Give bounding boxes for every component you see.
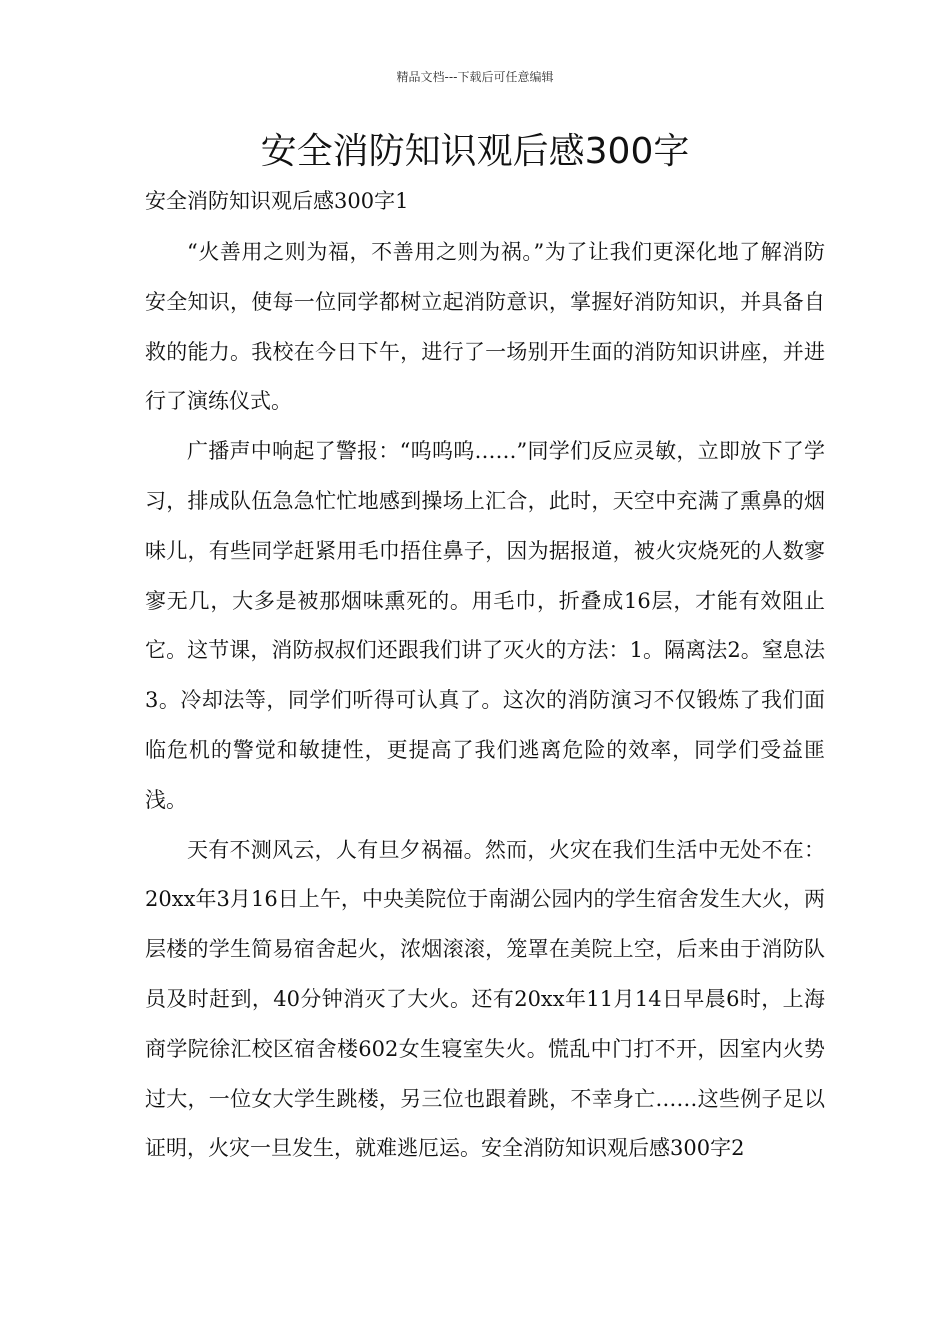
document-body: [145, 228, 825, 1174]
paragraph-3: 天有不测风云，人有旦夕祸福。然而，火灾在我们生活中无处不在：20xx年3月16日上午，中央美院位于南湖公园内的学生宿舍发生大火，两层楼的学生简易宿舍起火，浓烟滚滚，笼罩在美院上空，后来由于消防队员及时赶到，40分钟消灭了大火。还有20xx年11月14日早晨6时，上海商学院徐汇校区宿舍楼602女生寝室失火。慌乱中门打不开，因室内火势过大，一位女大学生跳楼，另三位也跟着跳，不幸身亡……这些例子足以证明，火灾一旦发生，就难逃厄运。安全消防知识观后感300字2: [145, 837, 825, 1161]
section-heading: 安全消防知识观后感300字1: [145, 189, 409, 213]
paragraph-2: 广播声中响起了警报：“呜呜呜……”同学们反应灵敏，立即放下了学习，排成队伍急急忙忙地感到操场上汇合，此时，天空中充满了熏鼻的烟味儿，有些同学赶紧用毛巾捂住鼻子，因为据报道，被火灾烧死的人数寥寥无几，大多是被那烟味熏死的。用毛巾，折叠成16层，才能有效阻止它。这节课，消防叔叔们还跟我们讲了灭火的方法：1。隔离法2。窒息法3。冷却法等，同学们听得可认真了。这次的消防演习不仅锻炼了我们面临危机的警觉和敏捷性，更提高了我们逃离危险的效率，同学们受益匪浅。: [145, 439, 825, 812]
paragraph-1: “火善用之则为福，不善用之则为祸。”为了让我们更深化地了解消防安全知识，使每一位同学都树立起消防意识，掌握好消防知识，并具备自救的能力。我校在今日下午，进行了一场别开生面的消防知识讲座，并进行了演练仪式。: [145, 240, 825, 414]
page-header: 精品文档---下载后可任意编辑: [396, 70, 554, 84]
document-title: 安全消防知识观后感300字: [260, 131, 690, 172]
